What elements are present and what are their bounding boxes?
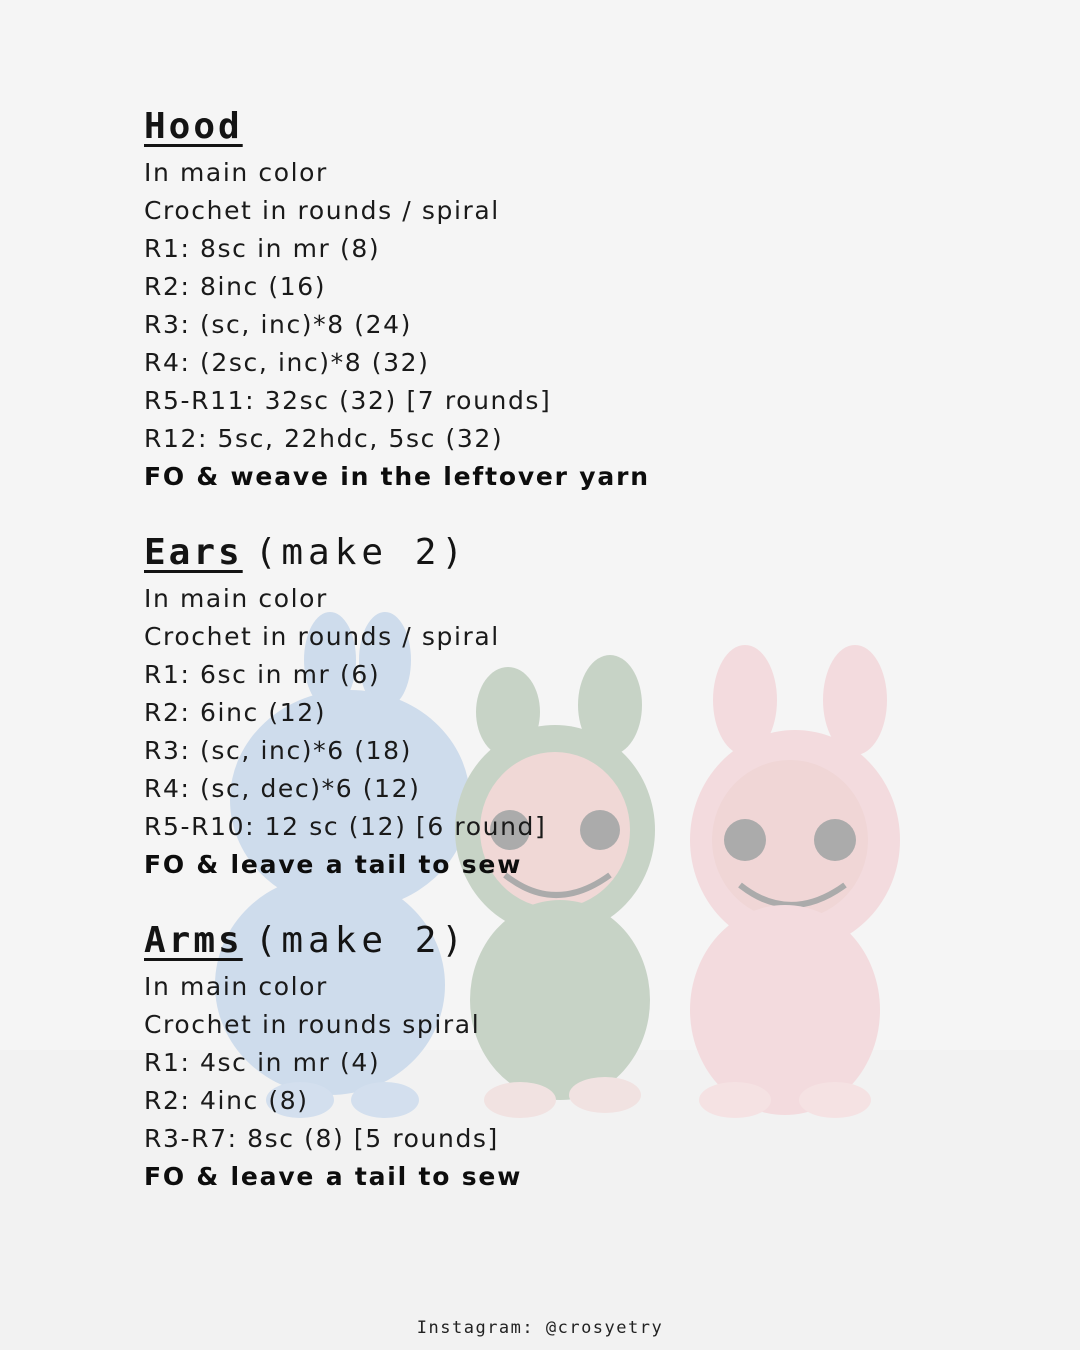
ears-finish: FO & leave a tail to sew <box>144 850 523 879</box>
section-title-ears-note: (make 2) <box>254 532 469 573</box>
ears-line-6: R4: (sc, dec)*6 (12) <box>144 774 421 803</box>
arms-line-4: R2: 4inc (8) <box>144 1086 309 1115</box>
instagram-handle: Instagram: @crosyetry <box>416 1318 664 1338</box>
hood-finish: FO & weave in the leftover yarn <box>144 462 650 491</box>
arms-finish: FO & leave a tail to sew <box>144 1162 523 1191</box>
hood-line-2: Crochet in rounds / spiral <box>144 196 500 225</box>
section-title-arms-name: Arms <box>144 920 243 961</box>
hood-line-7: R5-R11: 32sc (32) [7 rounds] <box>144 386 552 415</box>
arms-line-3: R1: 4sc in mr (4) <box>144 1048 381 1077</box>
section-title-ears-name: Ears <box>144 532 243 573</box>
pattern-instructions <box>144 100 1024 1196</box>
section-title-arms <box>144 914 1024 968</box>
arms-line-1: In main color <box>144 972 328 1001</box>
hood-line-8: R12: 5sc, 22hdc, 5sc (32) <box>144 424 504 453</box>
ears-line-7: R5-R10: 12 sc (12) [6 round] <box>144 812 547 841</box>
hood-section <box>144 100 1024 496</box>
ears-line-2: Crochet in rounds / spiral <box>144 622 500 651</box>
hood-line-4: R2: 8inc (16) <box>144 272 327 301</box>
section-title-ears <box>144 526 1024 580</box>
arms-line-2: Crochet in rounds spiral <box>144 1010 481 1039</box>
hood-line-3: R1: 8sc in mr (8) <box>144 234 381 263</box>
section-title-hood-name: Hood <box>144 106 243 147</box>
ears-line-4: R2: 6inc (12) <box>144 698 327 727</box>
ears-section <box>144 526 1024 884</box>
arms-section <box>144 914 1024 1196</box>
hood-line-5: R3: (sc, inc)*8 (24) <box>144 310 413 339</box>
arms-line-5: R3-R7: 8sc (8) [5 rounds] <box>144 1124 499 1153</box>
section-title-arms-note: (make 2) <box>254 920 469 961</box>
ears-line-1: In main color <box>144 584 328 613</box>
hood-line-1: In main color <box>144 158 328 187</box>
hood-line-6: R4: (2sc, inc)*8 (32) <box>144 348 430 377</box>
section-title-hood <box>144 100 1024 154</box>
ears-line-5: R3: (sc, inc)*6 (18) <box>144 736 413 765</box>
ears-line-3: R1: 6sc in mr (6) <box>144 660 381 689</box>
